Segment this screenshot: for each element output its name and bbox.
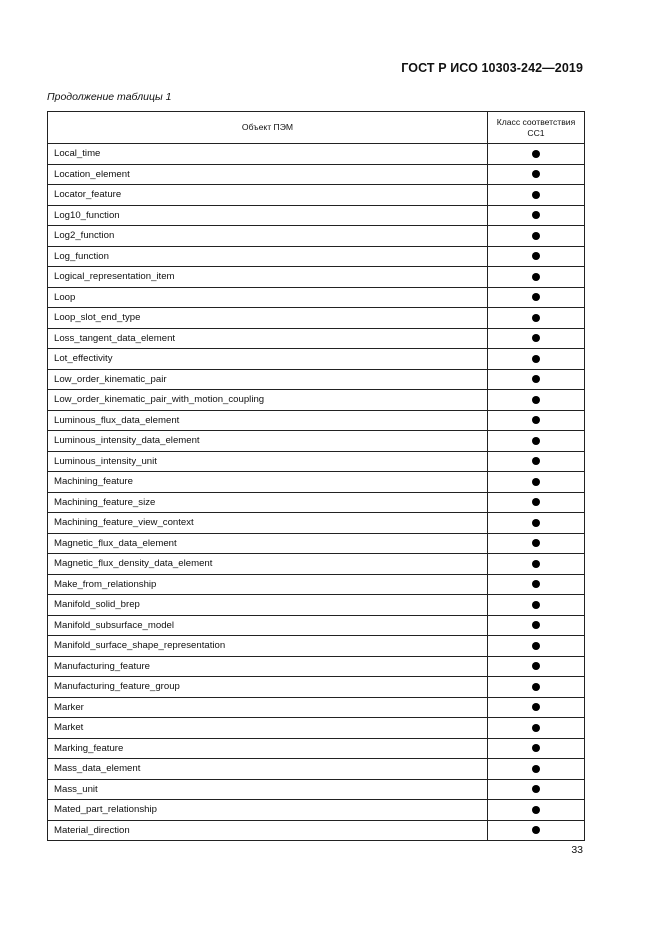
table-row [48, 820, 585, 841]
table-row [48, 656, 585, 677]
table-row [48, 410, 585, 431]
table-row [48, 636, 585, 657]
filled-circle-icon [532, 273, 540, 281]
conformance-mark-cell [488, 759, 585, 780]
column-header-object: Объект ПЭМ [48, 112, 488, 144]
object-name-cell: Machining_feature_view_context [48, 513, 488, 534]
table-row [48, 697, 585, 718]
object-name-cell: Mated_part_relationship [48, 800, 488, 821]
filled-circle-icon [532, 252, 540, 260]
object-name-cell: Marking_feature [48, 738, 488, 759]
object-name-cell: Manifold_surface_shape_representation [48, 636, 488, 657]
conformance-mark-cell [488, 410, 585, 431]
filled-circle-icon [532, 560, 540, 568]
table-row [48, 246, 585, 267]
conformance-class-code: CC1 [527, 127, 545, 138]
conformance-mark-cell [488, 308, 585, 329]
filled-circle-icon [532, 683, 540, 691]
table-row [48, 595, 585, 616]
object-name-cell: Make_from_relationship [48, 574, 488, 595]
page-number: 33 [571, 844, 583, 856]
table-row [48, 287, 585, 308]
conformance-mark-cell [488, 800, 585, 821]
object-name-cell: Luminous_intensity_data_element [48, 431, 488, 452]
conformance-class-label: Класс соответствия [496, 116, 576, 127]
object-name-cell: Market [48, 718, 488, 739]
object-name-cell: Logical_representation_item [48, 267, 488, 288]
conformance-mark-cell [488, 656, 585, 677]
filled-circle-icon [532, 355, 540, 363]
conformance-mark-cell [488, 595, 585, 616]
conformance-mark-cell [488, 328, 585, 349]
object-name-cell: Magnetic_flux_density_data_element [48, 554, 488, 575]
filled-circle-icon [532, 150, 540, 158]
filled-circle-icon [532, 765, 540, 773]
table-row [48, 451, 585, 472]
table-row [48, 779, 585, 800]
conformance-mark-cell [488, 574, 585, 595]
table-row [48, 349, 585, 370]
filled-circle-icon [532, 232, 540, 240]
conformance-mark-cell [488, 144, 585, 165]
object-name-cell: Mass_data_element [48, 759, 488, 780]
conformance-mark-cell [488, 554, 585, 575]
standard-code: ГОСТ Р ИСО 10303-242—2019 [401, 61, 583, 75]
conformance-mark-cell [488, 492, 585, 513]
object-name-cell: Log10_function [48, 205, 488, 226]
filled-circle-icon [532, 191, 540, 199]
filled-circle-icon [532, 642, 540, 650]
table-row [48, 390, 585, 411]
filled-circle-icon [532, 416, 540, 424]
filled-circle-icon [532, 498, 540, 506]
column-header-conformance-class [488, 112, 585, 144]
conformance-mark-cell [488, 533, 585, 554]
table-row [48, 554, 585, 575]
filled-circle-icon [532, 314, 540, 322]
filled-circle-icon [532, 396, 540, 404]
table-row [48, 759, 585, 780]
table-row [48, 677, 585, 698]
object-name-cell: Locator_feature [48, 185, 488, 206]
filled-circle-icon [532, 785, 540, 793]
object-name-cell: Magnetic_flux_data_element [48, 533, 488, 554]
object-name-cell: Manufacturing_feature [48, 656, 488, 677]
conformance-mark-cell [488, 226, 585, 247]
table-row [48, 718, 585, 739]
filled-circle-icon [532, 580, 540, 588]
conformance-mark-cell [488, 369, 585, 390]
table-row [48, 185, 585, 206]
table-row [48, 308, 585, 329]
object-name-cell: Low_order_kinematic_pair_with_motion_coupling [48, 390, 488, 411]
table-row [48, 369, 585, 390]
table-row [48, 615, 585, 636]
filled-circle-icon [532, 334, 540, 342]
object-name-cell: Machining_feature_size [48, 492, 488, 513]
object-name-cell: Manifold_solid_brep [48, 595, 488, 616]
filled-circle-icon [532, 744, 540, 752]
table-row [48, 164, 585, 185]
conformance-mark-cell [488, 390, 585, 411]
conformance-mark-cell [488, 779, 585, 800]
object-name-cell: Low_order_kinematic_pair [48, 369, 488, 390]
table-row [48, 800, 585, 821]
object-name-cell: Loop [48, 287, 488, 308]
object-name-cell: Local_time [48, 144, 488, 165]
conformance-mark-cell [488, 185, 585, 206]
conformance-mark-cell [488, 349, 585, 370]
conformance-mark-cell [488, 513, 585, 534]
filled-circle-icon [532, 724, 540, 732]
table-row [48, 267, 585, 288]
object-name-cell: Marker [48, 697, 488, 718]
table-row [48, 513, 585, 534]
conformance-mark-cell [488, 738, 585, 759]
conformance-mark-cell [488, 718, 585, 739]
conformance-mark-cell [488, 287, 585, 308]
conformance-mark-cell [488, 820, 585, 841]
filled-circle-icon [532, 662, 540, 670]
object-name-cell: Location_element [48, 164, 488, 185]
object-name-cell: Luminous_flux_data_element [48, 410, 488, 431]
conformance-mark-cell [488, 472, 585, 493]
filled-circle-icon [532, 478, 540, 486]
conformance-mark-cell [488, 636, 585, 657]
object-name-cell: Manifold_subsurface_model [48, 615, 488, 636]
object-name-cell: Material_direction [48, 820, 488, 841]
object-name-cell: Loop_slot_end_type [48, 308, 488, 329]
table-row [48, 533, 585, 554]
table-row [48, 328, 585, 349]
table-header-row [48, 112, 585, 144]
table-row [48, 492, 585, 513]
filled-circle-icon [532, 621, 540, 629]
table-row [48, 431, 585, 452]
object-name-cell: Log_function [48, 246, 488, 267]
conformance-mark-cell [488, 205, 585, 226]
filled-circle-icon [532, 601, 540, 609]
conformance-mark-cell [488, 615, 585, 636]
filled-circle-icon [532, 293, 540, 301]
conformance-mark-cell [488, 697, 585, 718]
object-name-cell: Loss_tangent_data_element [48, 328, 488, 349]
filled-circle-icon [532, 457, 540, 465]
filled-circle-icon [532, 539, 540, 547]
object-name-cell: Log2_function [48, 226, 488, 247]
filled-circle-icon [532, 519, 540, 527]
table-row [48, 738, 585, 759]
filled-circle-icon [532, 437, 540, 445]
filled-circle-icon [532, 170, 540, 178]
conformance-mark-cell [488, 267, 585, 288]
object-name-cell: Mass_unit [48, 779, 488, 800]
table-row [48, 472, 585, 493]
conformance-mark-cell [488, 246, 585, 267]
conformance-mark-cell [488, 431, 585, 452]
conformance-mark-cell [488, 677, 585, 698]
filled-circle-icon [532, 826, 540, 834]
table-caption: Продолжение таблицы 1 [47, 91, 172, 103]
conformance-mark-cell [488, 451, 585, 472]
object-name-cell: Lot_effectivity [48, 349, 488, 370]
conformance-table [47, 111, 585, 841]
filled-circle-icon [532, 703, 540, 711]
table-row [48, 144, 585, 165]
object-name-cell: Machining_feature [48, 472, 488, 493]
conformance-mark-cell [488, 164, 585, 185]
object-name-cell: Luminous_intensity_unit [48, 451, 488, 472]
table-row [48, 574, 585, 595]
object-name-cell: Manufacturing_feature_group [48, 677, 488, 698]
filled-circle-icon [532, 211, 540, 219]
table-row [48, 226, 585, 247]
filled-circle-icon [532, 806, 540, 814]
filled-circle-icon [532, 375, 540, 383]
table-row [48, 205, 585, 226]
